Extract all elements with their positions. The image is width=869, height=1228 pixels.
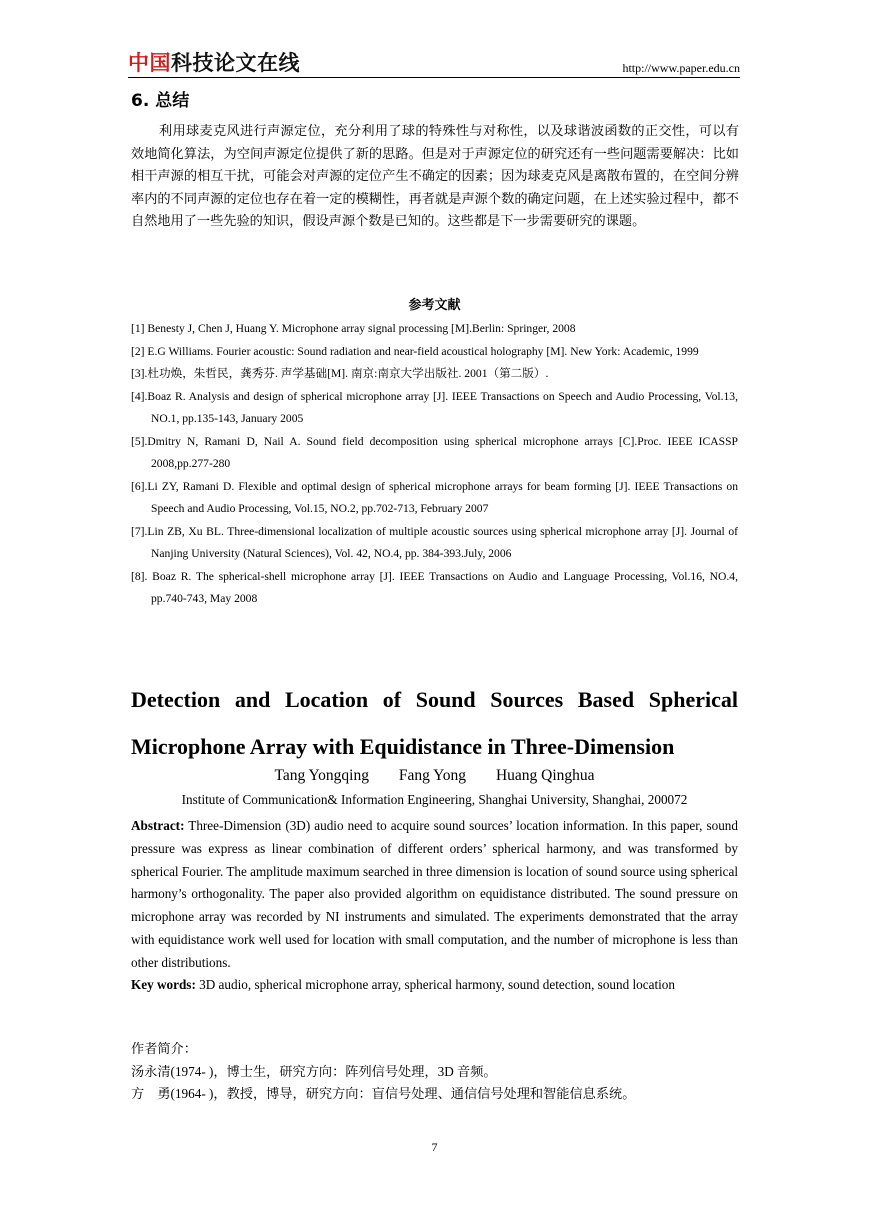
references-title: 参考文献 [408, 298, 461, 313]
reference-item: [7].Lin ZB, Xu BL. Three-dimensional localization of multiple acoustic sources using spherical microphone array [J]. Journal of Nanjing University (Natural Sciences), Vol. 42, NO.4, pp. 384-393.July, 2006 [131, 524, 738, 560]
reference-item: [6].Li ZY, Ramani D. Flexible and optimal design of spherical microphone arrays for beam forming [J]. IEEE Transactions on Speech and Audio Processing, Vol.15, NO.2, pp.702-713, February 2007 [131, 479, 738, 515]
reference-list [131, 318, 738, 611]
author-list [0, 764, 869, 788]
keywords-text: 3D audio, spherical microphone array, spherical harmony, sound detection, sound location [199, 977, 675, 992]
author-name: Fang Yong [398, 767, 467, 784]
reference-item: [8]. Boaz R. The spherical-shell microphone array [J]. IEEE Transactions on Audio and Language Processing, Vol.16, NO.4, pp.740-743, May 2008 [131, 569, 738, 605]
author-name: Tang Yongqing [274, 767, 369, 784]
abstract-label: Abstract: [131, 818, 185, 833]
page-number: 7 [431, 1140, 438, 1154]
logo-text-red: 中国 [128, 51, 171, 75]
bio-line: 汤永清(1974- )，博士生，研究方向：阵列信号处理，3D 音频。 [131, 1063, 497, 1079]
section-heading: 6. 总结 [131, 91, 190, 111]
reference-item: [1] Benesty J, Chen J, Huang Y. Microphone array signal processing [M].Berlin: Springer, 2008 [131, 322, 576, 335]
abstract-text: Three-Dimension (3D) audio need to acquire sound sources’ location information. In this paper, sound pressure was express as linear combination of different orders’ spherical harmony, and was transformed by spherical Fourier. The amplitude maximum searched in three dimension is location of sound source using spherical harmony’s orthogonality. The paper also provided algorithm on equidistance distributed. The sound pressure on microphone array was recorded by NI instruments and simulated. The experiments demonstrated that the array with equidistance work well used for location with small computation, and the number of microphone is less than other distributions. [131, 818, 738, 970]
bio-heading: 作者简介： [131, 1041, 197, 1056]
english-title: Detection and Location of Sound Sources Based Spherical Microphone Array with Equidistance in Three-Dimension [131, 687, 738, 759]
keywords-label: Key words: [131, 977, 196, 992]
author-name: Huang Qinghua [495, 767, 595, 784]
bio-line: 方 勇(1964- )，教授，博导，研究方向：盲信号处理、通信信号处理和智能信息系统。 [131, 1086, 636, 1101]
keywords [131, 974, 751, 996]
reference-item: [5].Dmitry N, Ramani D, Nail A. Sound field decomposition using spherical microphone arrays [C].Proc. IEEE ICASSP 2008,pp.277-280 [131, 434, 738, 470]
logo-text-dark: 科技论文在线 [171, 51, 300, 75]
reference-item: [3].杜功焕，朱哲民，龚秀芬. 声学基础[M]. 南京:南京大学出版社. 2001（第二版）. [131, 367, 549, 380]
header-divider [128, 77, 740, 78]
affiliation: Institute of Communication& Information Engineering, Shanghai University, Shanghai, 200072 [181, 792, 688, 807]
reference-item: [2] E.G Williams. Fourier acoustic: Sound radiation and near-field acoustical holography [M]. New York: Academic, 1999 [131, 344, 699, 358]
author-bio [131, 1038, 741, 1106]
conclusion-paragraph: 利用球麦克风进行声源定位，充分利用了球的特殊性与对称性，以及球谐波函数的正交性，可以有效地简化算法，为空间声源定位提供了新的思路。但是对于声源定位的研究还有一些问题需要解决：比如相干声源的相互干扰，可能会对声源的定位产生不确定的因素；因为球麦克风是离散布置的，在空间分辨率内的不同声源的定位也存在着一定的模糊性，再者就是声源个数的确定问题，在上述实验过程中，都不自然地用了一些先验的知识，假设声源个数是已知的。这些都是下一步需要研究的课题。 [131, 123, 739, 228]
reference-item: [4].Boaz R. Analysis and design of spherical microphone array [J]. IEEE Transactions on Speech and Audio Processing, Vol.13, NO.1, pp.135-143, January 2005 [131, 389, 738, 425]
journal-logo [128, 48, 300, 78]
header-url: http://www.paper.edu.cn [622, 61, 740, 75]
page-header [128, 48, 740, 78]
abstract [131, 815, 738, 975]
